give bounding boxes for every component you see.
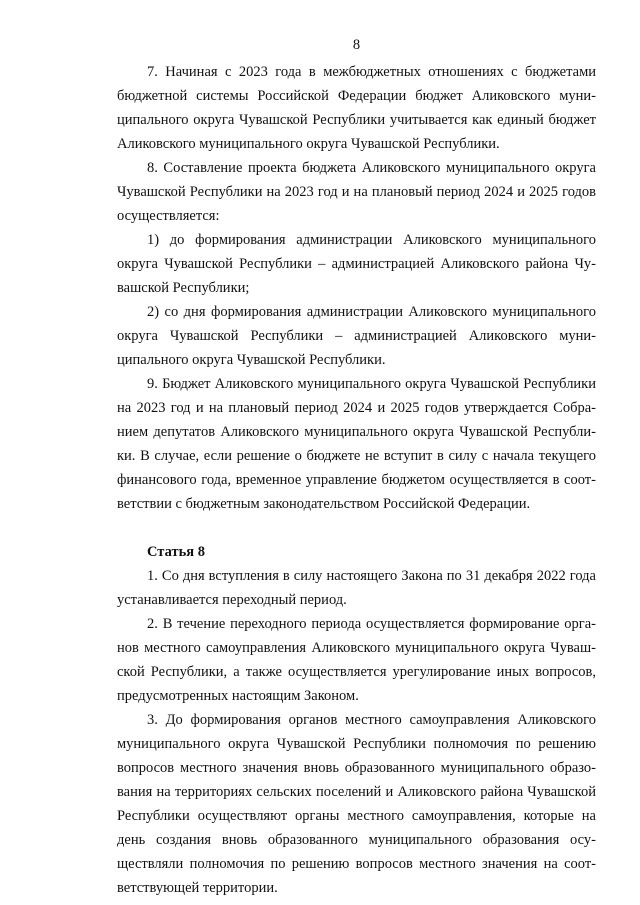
article-8-paragraph-3: 3. До формирования органов местного самоуправления Аликовского муниципального округа Чувашской Республики полномочия по решению вопросов местного значения вновь образованного муниципального образования на территориях сельских поселений и Аликовского района Чувашской Республики осуществляют органы местного самоуправления, которые на день создания вновь образованного муниципального образования осуществляли полномочия по решению вопросов местного значения на соответствующей территории. xyxy=(117,712,596,896)
paragraph-9: 9. Бюджет Аликовского муниципального округа Чувашской Республики на 2023 год и на плановый период 2024 и 2025 годов утверждается Собранием депутатов Аликовского муниципального округа Чувашской Республики. В случае, если решение о бюджете не вступит в силу с начала текущего финансового года, временное управление бюджетом осуществляется в соответствии с бюджетным законодательством Российской Федерации. xyxy=(117,376,596,512)
article-8-paragraph-2: 2. В течение переходного периода осуществляется формирование органов местного самоуправления Аликовского муниципального округа Чувашской Республики, а также осуществляется урегулирование иных вопросов, предусмотренных настоящим Законом. xyxy=(117,616,596,704)
article-heading: Статья 8 xyxy=(147,544,205,560)
page-number: 8 xyxy=(352,37,361,53)
paragraph-8-item-2: 2) со дня формирования администрации Аликовского муниципального округа Чувашской Республики – администрацией Аликовского муниципального округа Чувашской Республики. xyxy=(117,304,596,368)
paragraph-7: 7. Начиная с 2023 года в межбюджетных отношениях с бюджетами бюджетной системы Российской Федерации бюджет Аликовского муниципального округа Чувашской Республики учитывается как единый бюджет Аликовского муниципального округа Чувашской Республики. xyxy=(117,64,596,152)
section-gap xyxy=(117,516,596,540)
article-8-paragraph-1: 1. Со дня вступления в силу настоящего Закона по 31 декабря 2022 года устанавливается переходный период. xyxy=(117,568,596,608)
paragraph-8-item-1: 1) до формирования администрации Аликовского муниципального округа Чувашской Республики – администрацией Аликовского района Чувашской Республики; xyxy=(117,232,596,296)
document-body xyxy=(117,60,596,900)
paragraph-8: 8. Составление проекта бюджета Аликовского муниципального округа Чувашской Республики на 2023 год и на плановый период 2024 и 2025 годов осуществляется: xyxy=(117,160,596,224)
